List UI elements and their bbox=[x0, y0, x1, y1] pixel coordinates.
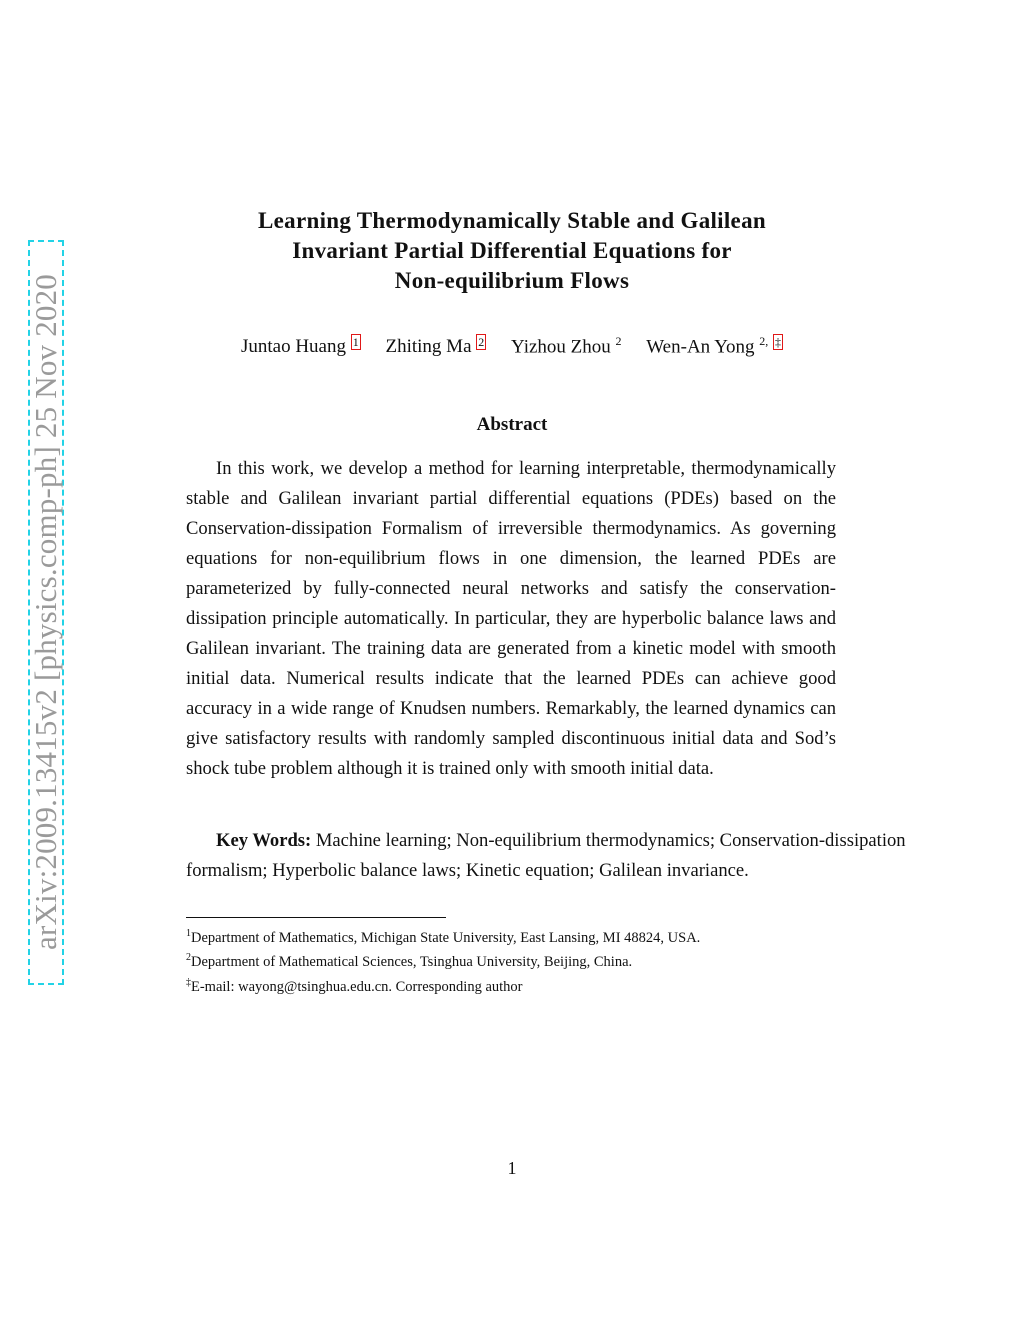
author-affiliation-mark: 2, bbox=[759, 334, 769, 348]
paper-title bbox=[0, 206, 1024, 296]
footnote bbox=[186, 948, 836, 972]
footnotes bbox=[186, 924, 836, 997]
footnote-link[interactable]: 2 bbox=[478, 335, 485, 350]
arxiv-stamp: arXiv:2009.13415v2 [physics.comp-ph] 25 Nov 2020 bbox=[28, 273, 63, 951]
author bbox=[511, 334, 622, 358]
footnote-link[interactable]: 1 bbox=[352, 335, 359, 350]
footnote bbox=[186, 973, 836, 997]
footnote-divider bbox=[186, 917, 446, 918]
title-line: Non-equilibrium Flows bbox=[394, 268, 630, 293]
footnote-link[interactable]: ‡ bbox=[775, 335, 782, 350]
footnote-text: Department of Mathematical Sciences, Tsinghua University, Beijing, China. bbox=[191, 954, 633, 971]
author-affiliation-mark: 2 bbox=[615, 334, 622, 348]
page-number: 1 bbox=[507, 1158, 517, 1178]
abstract-heading: Abstract bbox=[476, 414, 548, 435]
footnote-mark: 1 bbox=[186, 928, 191, 939]
author bbox=[385, 334, 486, 358]
abstract-body: In this work, we develop a method for learning interpretable, thermodynamically stable and Galilean invariant partial differential equations (PDEs) based on the Conservation-dissipation Formalism of irreversible thermodynamics. As governing equations for non-equilibrium flows in one dimension, the learned PDEs are parameterized by fully-connected neural networks and satisfy the conservation-dissipation principle automatically. In particular, they are hyperbolic balance laws and Galilean invariant. The training data are generated from a kinetic model with smooth initial data. Numerical results indicate that the learned PDEs can achieve good accuracy in a wide range of Knudsen numbers. Remarkably, the learned dynamics can give satisfactory results with randomly sampled discontinuous initial data and Sod’s shock tube problem although it is trained only with smooth initial data. bbox=[186, 458, 836, 779]
author-name: Wen-An Yong bbox=[646, 336, 755, 358]
footnote bbox=[186, 924, 836, 948]
footnote-text: E-mail: wayong@tsinghua.edu.cn. Corresponding author bbox=[191, 978, 523, 995]
footnote-mark: ‡ bbox=[186, 976, 191, 988]
author-list bbox=[0, 334, 1024, 358]
author-name: Yizhou Zhou bbox=[511, 336, 611, 358]
keywords-text: Machine learning; Non-equilibrium thermodynamics; Conservation-dissipation formalism; Hyperbolic balance laws; Kinetic equation; Galilean invariance. bbox=[186, 830, 906, 881]
footnote-mark: 2 bbox=[186, 952, 191, 964]
author bbox=[646, 334, 783, 358]
author bbox=[241, 334, 361, 358]
author-name: Zhiting Ma bbox=[385, 336, 472, 358]
title-line: Learning Thermodynamically Stable and Galilean bbox=[258, 208, 766, 233]
title-line: Invariant Partial Differential Equations for bbox=[292, 238, 732, 263]
keywords-label: Key Words: bbox=[216, 830, 312, 851]
keywords bbox=[186, 826, 906, 886]
footnote-text: Department of Mathematics, Michigan State University, East Lansing, MI 48824, USA. bbox=[191, 929, 701, 946]
author-name: Juntao Huang bbox=[240, 336, 346, 358]
